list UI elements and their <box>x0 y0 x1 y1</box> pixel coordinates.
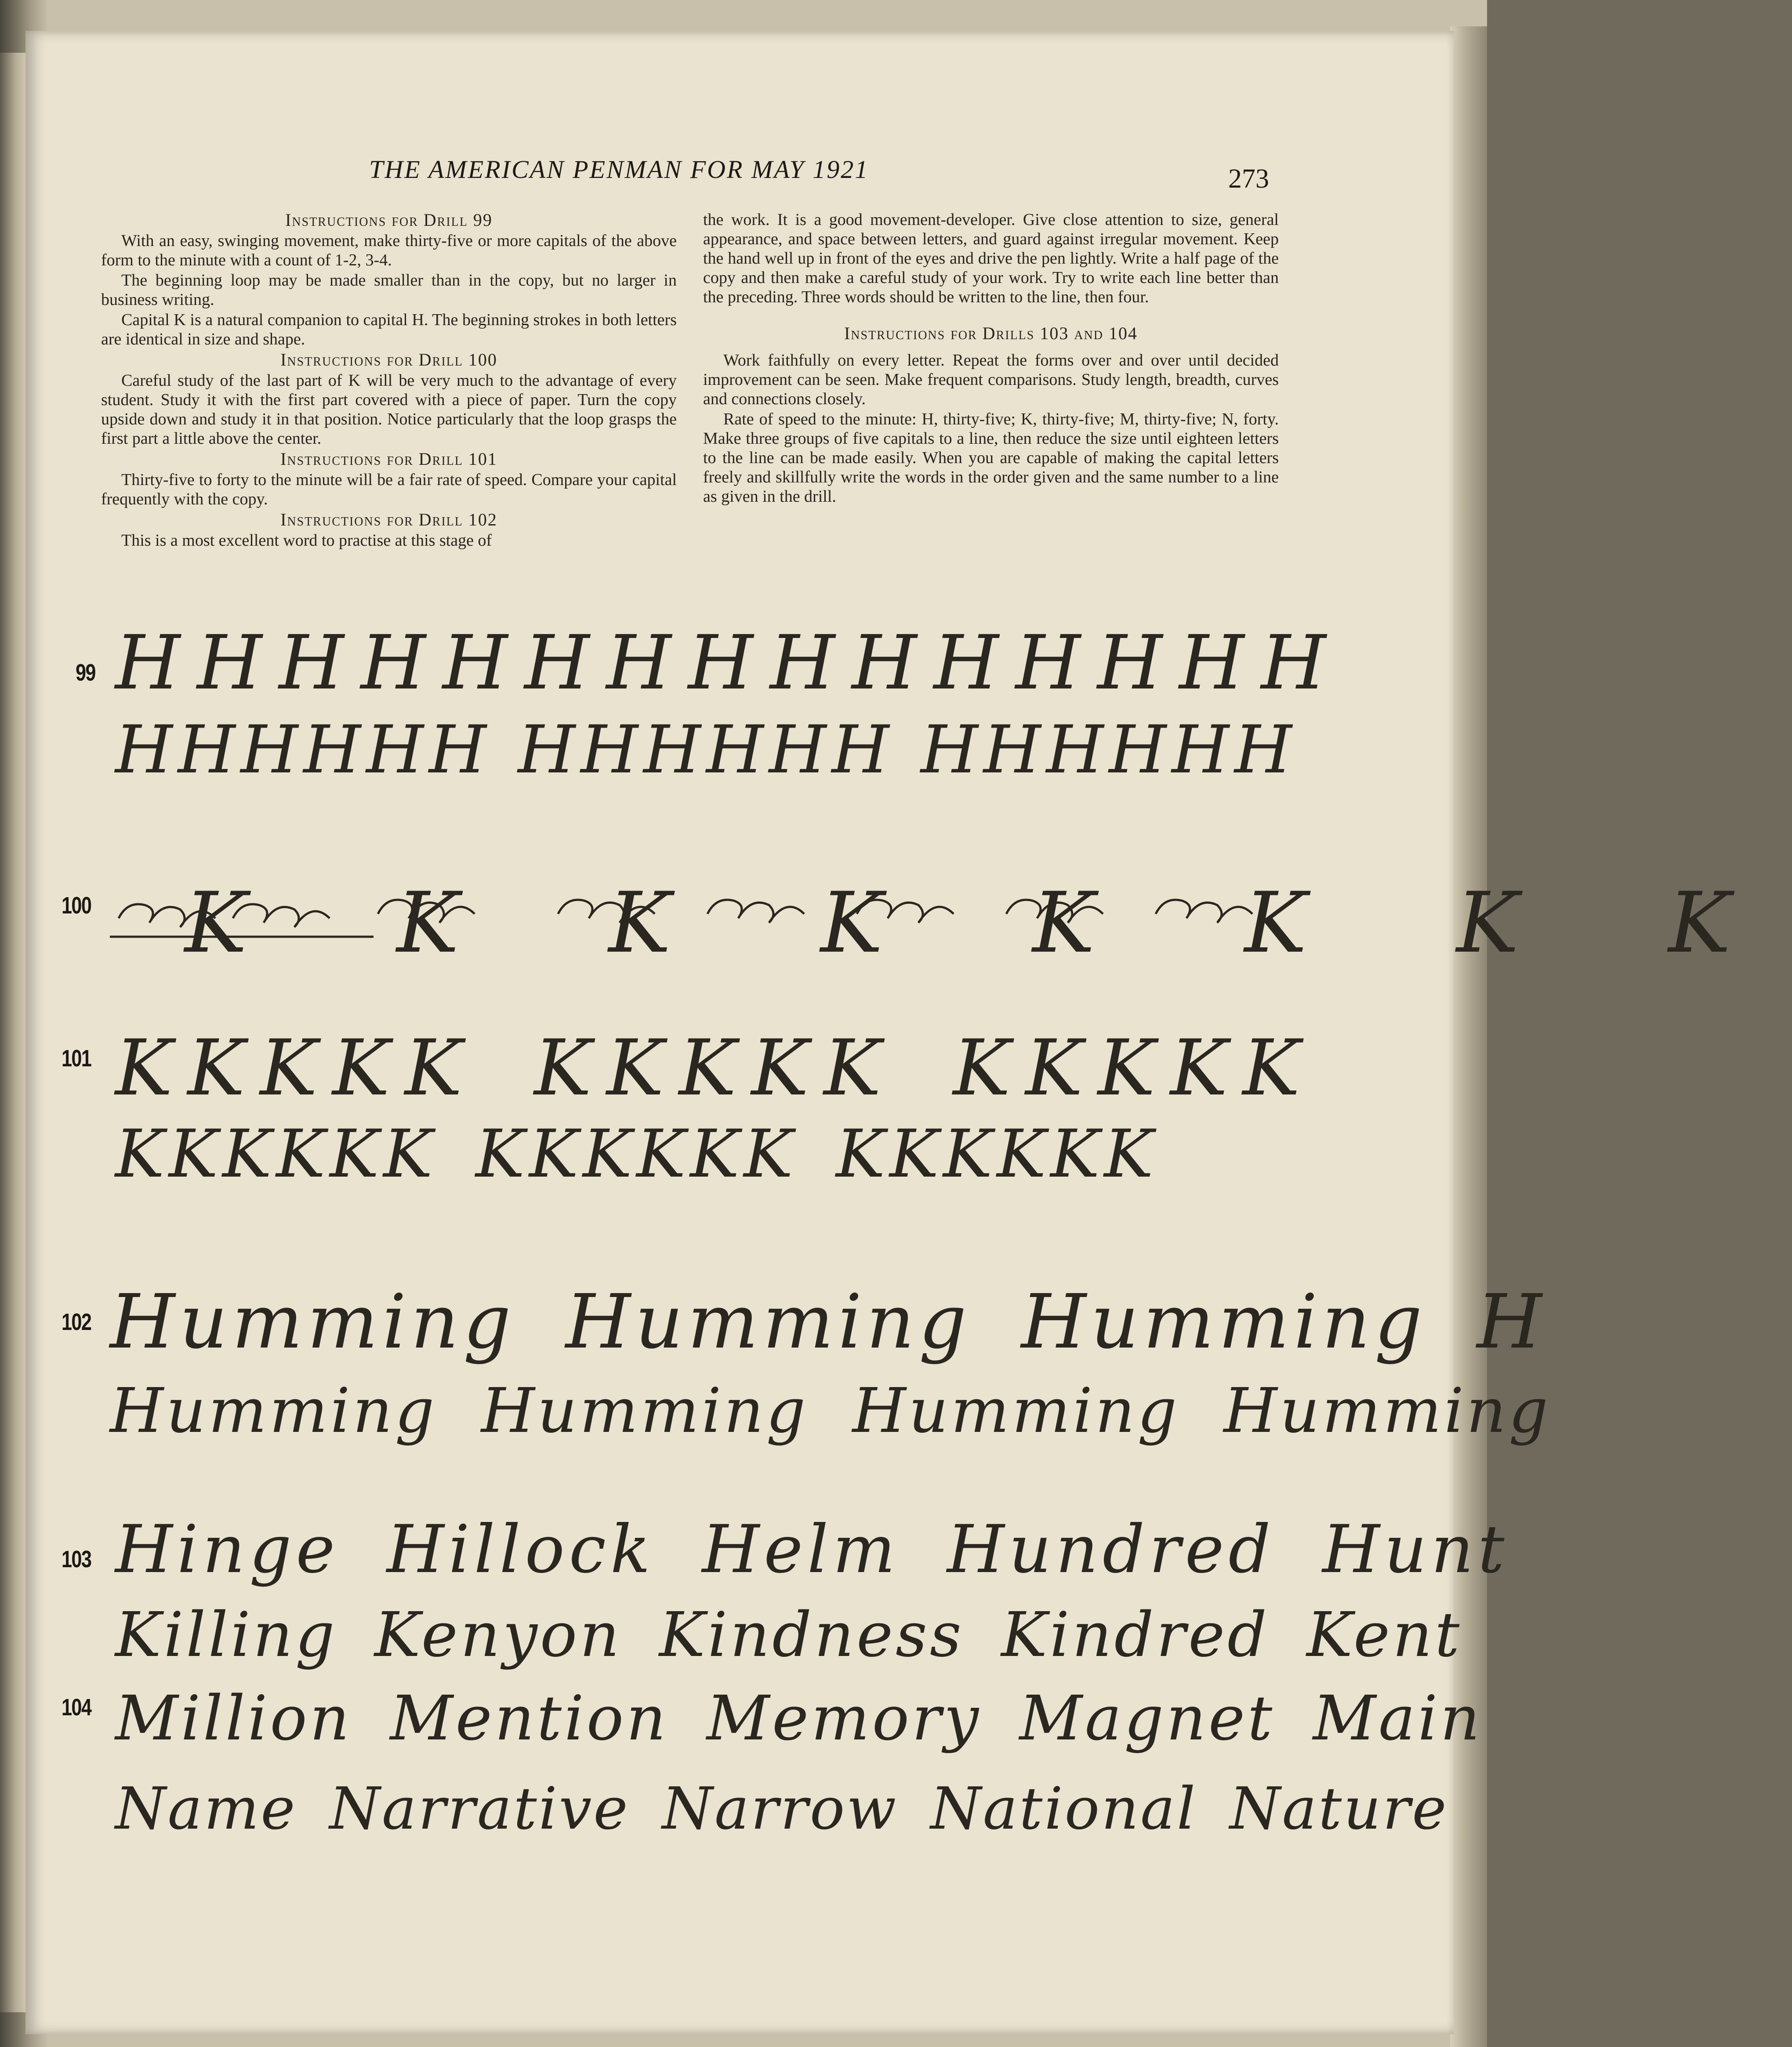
left-page-edge <box>0 53 27 2012</box>
drill-99-paragraph: The beginning loop may be made smaller than in the copy, but no larger in business writing. <box>101 271 677 309</box>
drill-102-script-line: Humming Humming Humming H <box>110 1279 1546 1366</box>
drill-104-number: 104 <box>62 1694 91 1721</box>
drill-103-104-paragraph: Rate of speed to the minute: H, thirty-five; K, thirty-five; M, thirty-five; N, forty. Make three groups of five capitals to a line, then reduce the size until eighteen letters to the line can be made easily. When you are capable of making the capital letters freely and skillfully write the words in the order given and the same number to a line as given in the drill. <box>703 410 1279 506</box>
left-text-column <box>101 210 677 551</box>
drill-103-104-paragraph: Work faithfully on every letter. Repeat the forms over and over until decided improvement can be seen. Make frequent comparisons. Study length, breadth, curves and connections closely. <box>703 351 1279 408</box>
page-number: 273 <box>1228 164 1269 194</box>
drill-100-script-line: K K K K K K K K <box>185 874 1792 971</box>
drill-99-script-line: HHHHHH HHHHHH HHHHHH <box>115 712 1297 788</box>
drill-99-heading: Instructions for Drill 99 <box>285 210 493 230</box>
drill-100-number: 100 <box>62 892 91 919</box>
right-text-column <box>703 210 1279 507</box>
drill-104-script-line: Million Mention Memory Magnet Main <box>115 1683 1483 1754</box>
drill-103-number: 103 <box>62 1546 91 1572</box>
drill-103-script-line: Hinge Hillock Helm Hundred Hunt <box>115 1511 1509 1588</box>
drill-100-heading: Instructions for Drill 100 <box>280 350 497 370</box>
drill-101-script-line: KKKKKK KKKKKK KKKKKK <box>115 1116 1158 1192</box>
drill-102-number: 102 <box>62 1309 91 1335</box>
drill-102-script-line: Humming Humming Humming Humming <box>110 1375 1551 1447</box>
drill-101-script-line: KKKKK KKKKK KKKKK <box>115 1024 1315 1113</box>
drill-101-heading: Instructions for Drill 101 <box>280 449 497 469</box>
drill-103-script-line: Killing Kenyon Kindness Kindred Kent <box>115 1599 1462 1671</box>
drill-99-number: 99 <box>76 659 95 686</box>
drill-100-paragraph: Careful study of the last part of K will be very much to the advantage of every student. Study it with the first part covered with a piece of paper. Turn the copy upside down and study it in that position. Notice particularly that the loop grasps the first part a little above the center. <box>101 371 677 448</box>
drill-104-script-line: Name Narrative Narrow National Nature <box>115 1775 1448 1843</box>
running-head: THE AMERICAN PENMAN FOR MAY 1921 <box>369 155 869 184</box>
drill-99-script-line: HHHHHHHHHHHHHHH <box>115 620 1343 706</box>
drill-103-104-heading: Instructions for Drills 103 and 104 <box>844 323 1138 343</box>
drill-102-paragraph: This is a most excellent word to practise at this stage of <box>121 531 492 550</box>
drill-102-continued: the work. It is a good movement-developer. Give close attention to size, general appearance, and space between letters, and guard against irregular movement. Keep the hand well up in front of the eyes and drive the pen lightly. Write a half page of the copy and then make a careful study of your work. Try to write each line better than the preceding. Three words should be written to the line, then four. <box>703 210 1279 306</box>
drill-101-number: 101 <box>62 1045 91 1072</box>
drill-99-paragraph: With an easy, swinging movement, make thirty-five or more capitals of the above form to the minute with a count of 1-2, 3-4. <box>101 232 677 269</box>
drill-102-heading: Instructions for Drill 102 <box>280 510 497 529</box>
drill-101-paragraph: Thirty-five to forty to the minute will be a fair rate of speed. Compare your capital frequently with the copy. <box>101 471 677 508</box>
drill-99-paragraph: Capital K is a natural companion to capital H. The beginning strokes in both letters are identical in size and shape. <box>101 311 677 348</box>
